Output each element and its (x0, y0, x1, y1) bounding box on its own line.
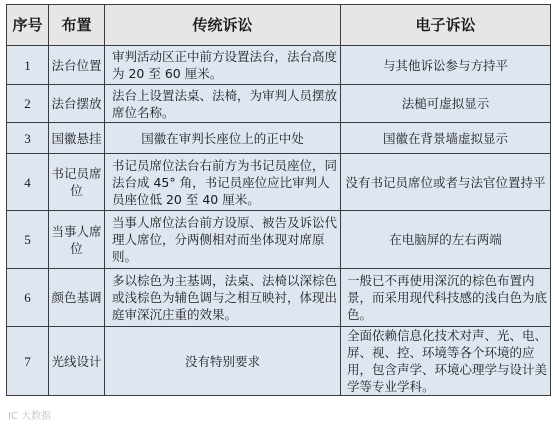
row-traditional: 书记员席位法台右前方为书记员座位，同法台成 45° 角，书记员座位应比审判人员座位低 20 至 40 厘米。 (105, 154, 341, 211)
row-traditional: 当事人席位法台前方设原、被告及诉讼代理人席位，分两侧相对而坐体现对席原则。 (105, 211, 341, 269)
row-item: 颜色基调 (49, 269, 105, 327)
table-row (7, 269, 551, 327)
header-traditional: 传统诉讼 (105, 5, 341, 46)
row-traditional: 没有特别要求 (105, 327, 341, 396)
row-electronic: 全面依赖信息化技术对声、光、电、屏、视、控、环境等各个环境的应用，包含声学、环境心理学与设计美学等专业学科。 (341, 327, 551, 396)
row-traditional: 国徽在审判长座位上的正中处 (105, 123, 341, 154)
row-num: 1 (7, 46, 49, 85)
table-row (7, 46, 551, 85)
row-electronic: 与其他诉讼参与方持平 (341, 46, 551, 85)
row-item: 书记员席位 (49, 154, 105, 211)
row-item: 光线设计 (49, 327, 105, 396)
header-electronic: 电子诉讼 (341, 5, 551, 46)
header-num: 序号 (7, 5, 49, 46)
table-row (7, 327, 551, 396)
table-row (7, 123, 551, 154)
row-num: 7 (7, 327, 49, 396)
row-electronic: 一般已不再使用深沉的棕色布置内景，而采用现代科技感的浅白色为底色。 (341, 269, 551, 327)
row-num: 4 (7, 154, 49, 211)
row-num: 5 (7, 211, 49, 269)
comparison-table-container (6, 4, 550, 396)
comparison-table (6, 4, 551, 396)
table-header-row (7, 5, 551, 46)
row-traditional: 多以棕色为主基调，法桌、法椅以深棕色或浅棕色为辅色调与之相互映衬，体现出庭审深沉庄重的效果。 (105, 269, 341, 327)
row-electronic: 国徽在背景墙虚拟显示 (341, 123, 551, 154)
watermark: IC 大数据 (8, 411, 52, 422)
table-row (7, 211, 551, 269)
header-item: 布置 (49, 5, 105, 46)
row-item: 法台位置 (49, 46, 105, 85)
row-electronic: 法槌可虚拟显示 (341, 85, 551, 123)
row-electronic: 没有书记员席位或者与法官位置持平 (341, 154, 551, 211)
row-item: 法台摆放 (49, 85, 105, 123)
row-num: 2 (7, 85, 49, 123)
table-row (7, 85, 551, 123)
row-traditional: 法台上设置法桌、法椅，为审判人员摆放席位名称。 (105, 85, 341, 123)
row-num: 3 (7, 123, 49, 154)
row-item: 国徽悬挂 (49, 123, 105, 154)
table-row (7, 154, 551, 211)
row-num: 6 (7, 269, 49, 327)
row-item: 当事人席位 (49, 211, 105, 269)
row-traditional: 审判活动区正中前方设置法台，法台高度为 20 至 60 厘米。 (105, 46, 341, 85)
row-electronic: 在电脑屏的左右两端 (341, 211, 551, 269)
